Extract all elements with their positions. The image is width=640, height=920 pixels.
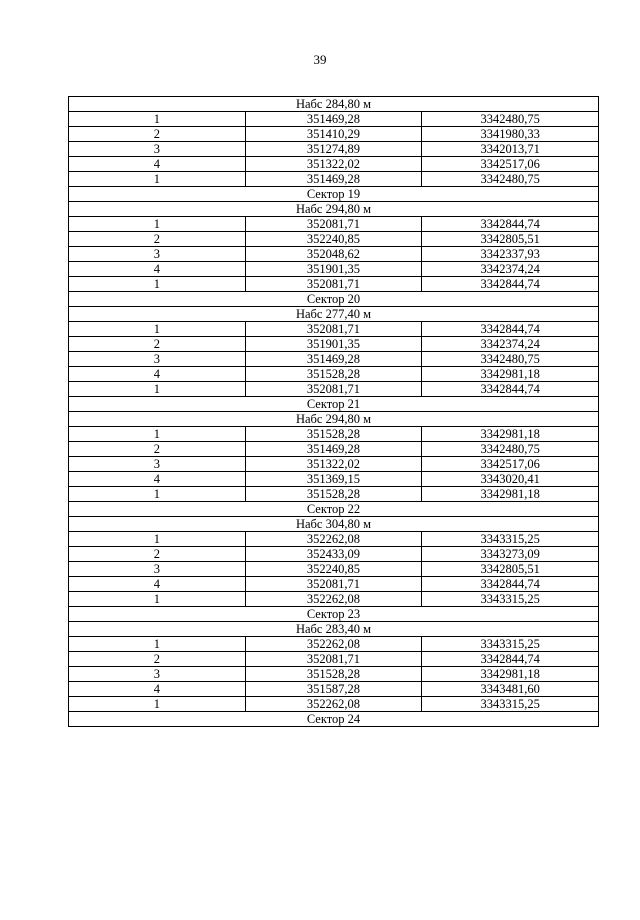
table-row: [69, 367, 599, 382]
section-header-cell: Набс 294,80 м: [69, 202, 599, 217]
x-coordinate-cell: 351528,28: [245, 427, 422, 442]
y-coordinate-cell: 3342013,71: [422, 142, 599, 157]
y-coordinate-cell: 3342844,74: [422, 652, 599, 667]
table-row: [69, 127, 599, 142]
point-number-cell: 1: [69, 592, 246, 607]
x-coordinate-cell: 351469,28: [245, 112, 422, 127]
section-header-cell: Сектор 23: [69, 607, 599, 622]
table-row: [69, 442, 599, 457]
y-coordinate-cell: 3342805,51: [422, 562, 599, 577]
x-coordinate-cell: 351469,28: [245, 442, 422, 457]
table-row: [69, 232, 599, 247]
x-coordinate-cell: 352240,85: [245, 562, 422, 577]
point-number-cell: 4: [69, 157, 246, 172]
x-coordinate-cell: 352081,71: [245, 277, 422, 292]
y-coordinate-cell: 3342480,75: [422, 352, 599, 367]
x-coordinate-cell: 351469,28: [245, 352, 422, 367]
section-header-row: [69, 607, 599, 622]
section-header-row: [69, 712, 599, 727]
point-number-cell: 1: [69, 217, 246, 232]
x-coordinate-cell: 351528,28: [245, 367, 422, 382]
section-header-cell: Набс 277,40 м: [69, 307, 599, 322]
section-header-row: [69, 97, 599, 112]
table-row: [69, 592, 599, 607]
point-number-cell: 3: [69, 562, 246, 577]
table-row: [69, 337, 599, 352]
table-row: [69, 472, 599, 487]
y-coordinate-cell: 3343315,25: [422, 697, 599, 712]
section-header-cell: Сектор 24: [69, 712, 599, 727]
x-coordinate-cell: 351587,28: [245, 682, 422, 697]
section-header-cell: Сектор 21: [69, 397, 599, 412]
x-coordinate-cell: 352262,08: [245, 592, 422, 607]
y-coordinate-cell: 3342844,74: [422, 382, 599, 397]
x-coordinate-cell: 351322,02: [245, 457, 422, 472]
section-header-cell: Набс 283,40 м: [69, 622, 599, 637]
y-coordinate-cell: 3342844,74: [422, 217, 599, 232]
table-row: [69, 532, 599, 547]
point-number-cell: 1: [69, 277, 246, 292]
table-row: [69, 487, 599, 502]
table-row: [69, 667, 599, 682]
y-coordinate-cell: 3342480,75: [422, 442, 599, 457]
section-header-row: [69, 307, 599, 322]
x-coordinate-cell: 352262,08: [245, 637, 422, 652]
x-coordinate-cell: 352262,08: [245, 697, 422, 712]
point-number-cell: 1: [69, 697, 246, 712]
table-row: [69, 217, 599, 232]
y-coordinate-cell: 3342981,18: [422, 667, 599, 682]
x-coordinate-cell: 351469,28: [245, 172, 422, 187]
coordinates-table-body: [69, 97, 599, 727]
table-row: [69, 652, 599, 667]
table-row: [69, 172, 599, 187]
y-coordinate-cell: 3342844,74: [422, 577, 599, 592]
table-row: [69, 547, 599, 562]
section-header-row: [69, 397, 599, 412]
point-number-cell: 2: [69, 232, 246, 247]
x-coordinate-cell: 351528,28: [245, 667, 422, 682]
table-row: [69, 352, 599, 367]
table-row: [69, 562, 599, 577]
y-coordinate-cell: 3343020,41: [422, 472, 599, 487]
table-row: [69, 157, 599, 172]
point-number-cell: 4: [69, 262, 246, 277]
point-number-cell: 1: [69, 322, 246, 337]
y-coordinate-cell: 3342981,18: [422, 427, 599, 442]
table-row: [69, 577, 599, 592]
y-coordinate-cell: 3343315,25: [422, 532, 599, 547]
point-number-cell: 2: [69, 442, 246, 457]
table-row: [69, 637, 599, 652]
y-coordinate-cell: 3343315,25: [422, 592, 599, 607]
page-number: 39: [313, 52, 327, 67]
y-coordinate-cell: 3342374,24: [422, 337, 599, 352]
coordinates-table: [68, 96, 599, 727]
point-number-cell: 2: [69, 127, 246, 142]
point-number-cell: 2: [69, 547, 246, 562]
table-row: [69, 112, 599, 127]
table-row: [69, 682, 599, 697]
point-number-cell: 1: [69, 112, 246, 127]
table-row: [69, 427, 599, 442]
y-coordinate-cell: 3342517,06: [422, 157, 599, 172]
table-row: [69, 697, 599, 712]
point-number-cell: 1: [69, 637, 246, 652]
x-coordinate-cell: 351274,89: [245, 142, 422, 157]
x-coordinate-cell: 352433,09: [245, 547, 422, 562]
y-coordinate-cell: 3342517,06: [422, 457, 599, 472]
section-header-cell: Сектор 20: [69, 292, 599, 307]
section-header-cell: Набс 284,80 м: [69, 97, 599, 112]
x-coordinate-cell: 351410,29: [245, 127, 422, 142]
section-header-row: [69, 202, 599, 217]
x-coordinate-cell: 352240,85: [245, 232, 422, 247]
y-coordinate-cell: 3343315,25: [422, 637, 599, 652]
y-coordinate-cell: 3342480,75: [422, 112, 599, 127]
section-header-row: [69, 292, 599, 307]
table-row: [69, 322, 599, 337]
point-number-cell: 4: [69, 367, 246, 382]
point-number-cell: 2: [69, 337, 246, 352]
section-header-row: [69, 622, 599, 637]
section-header-cell: Сектор 19: [69, 187, 599, 202]
x-coordinate-cell: 352081,71: [245, 652, 422, 667]
table-row: [69, 262, 599, 277]
section-header-row: [69, 502, 599, 517]
y-coordinate-cell: 3342844,74: [422, 277, 599, 292]
point-number-cell: 1: [69, 382, 246, 397]
x-coordinate-cell: 351901,35: [245, 262, 422, 277]
table-row: [69, 277, 599, 292]
section-header-row: [69, 412, 599, 427]
y-coordinate-cell: 3342844,74: [422, 322, 599, 337]
x-coordinate-cell: 351322,02: [245, 157, 422, 172]
y-coordinate-cell: 3343481,60: [422, 682, 599, 697]
x-coordinate-cell: 351901,35: [245, 337, 422, 352]
point-number-cell: 3: [69, 247, 246, 262]
point-number-cell: 3: [69, 142, 246, 157]
table-row: [69, 247, 599, 262]
point-number-cell: 3: [69, 352, 246, 367]
x-coordinate-cell: 352081,71: [245, 382, 422, 397]
point-number-cell: 1: [69, 532, 246, 547]
point-number-cell: 4: [69, 577, 246, 592]
x-coordinate-cell: 352262,08: [245, 532, 422, 547]
y-coordinate-cell: 3341980,33: [422, 127, 599, 142]
y-coordinate-cell: 3342337,93: [422, 247, 599, 262]
point-number-cell: 4: [69, 682, 246, 697]
section-header-cell: Сектор 22: [69, 502, 599, 517]
y-coordinate-cell: 3342805,51: [422, 232, 599, 247]
point-number-cell: 1: [69, 427, 246, 442]
y-coordinate-cell: 3342981,18: [422, 487, 599, 502]
point-number-cell: 1: [69, 487, 246, 502]
section-header-cell: Набс 304,80 м: [69, 517, 599, 532]
table-row: [69, 142, 599, 157]
y-coordinate-cell: 3342981,18: [422, 367, 599, 382]
x-coordinate-cell: 352081,71: [245, 577, 422, 592]
x-coordinate-cell: 351528,28: [245, 487, 422, 502]
y-coordinate-cell: 3342374,24: [422, 262, 599, 277]
y-coordinate-cell: 3342480,75: [422, 172, 599, 187]
x-coordinate-cell: 351369,15: [245, 472, 422, 487]
x-coordinate-cell: 352081,71: [245, 217, 422, 232]
point-number-cell: 4: [69, 472, 246, 487]
point-number-cell: 1: [69, 172, 246, 187]
section-header-row: [69, 517, 599, 532]
point-number-cell: 3: [69, 667, 246, 682]
section-header-cell: Набс 294,80 м: [69, 412, 599, 427]
section-header-row: [69, 187, 599, 202]
table-row: [69, 382, 599, 397]
x-coordinate-cell: 352048,62: [245, 247, 422, 262]
table-row: [69, 457, 599, 472]
x-coordinate-cell: 352081,71: [245, 322, 422, 337]
point-number-cell: 2: [69, 652, 246, 667]
y-coordinate-cell: 3343273,09: [422, 547, 599, 562]
point-number-cell: 3: [69, 457, 246, 472]
